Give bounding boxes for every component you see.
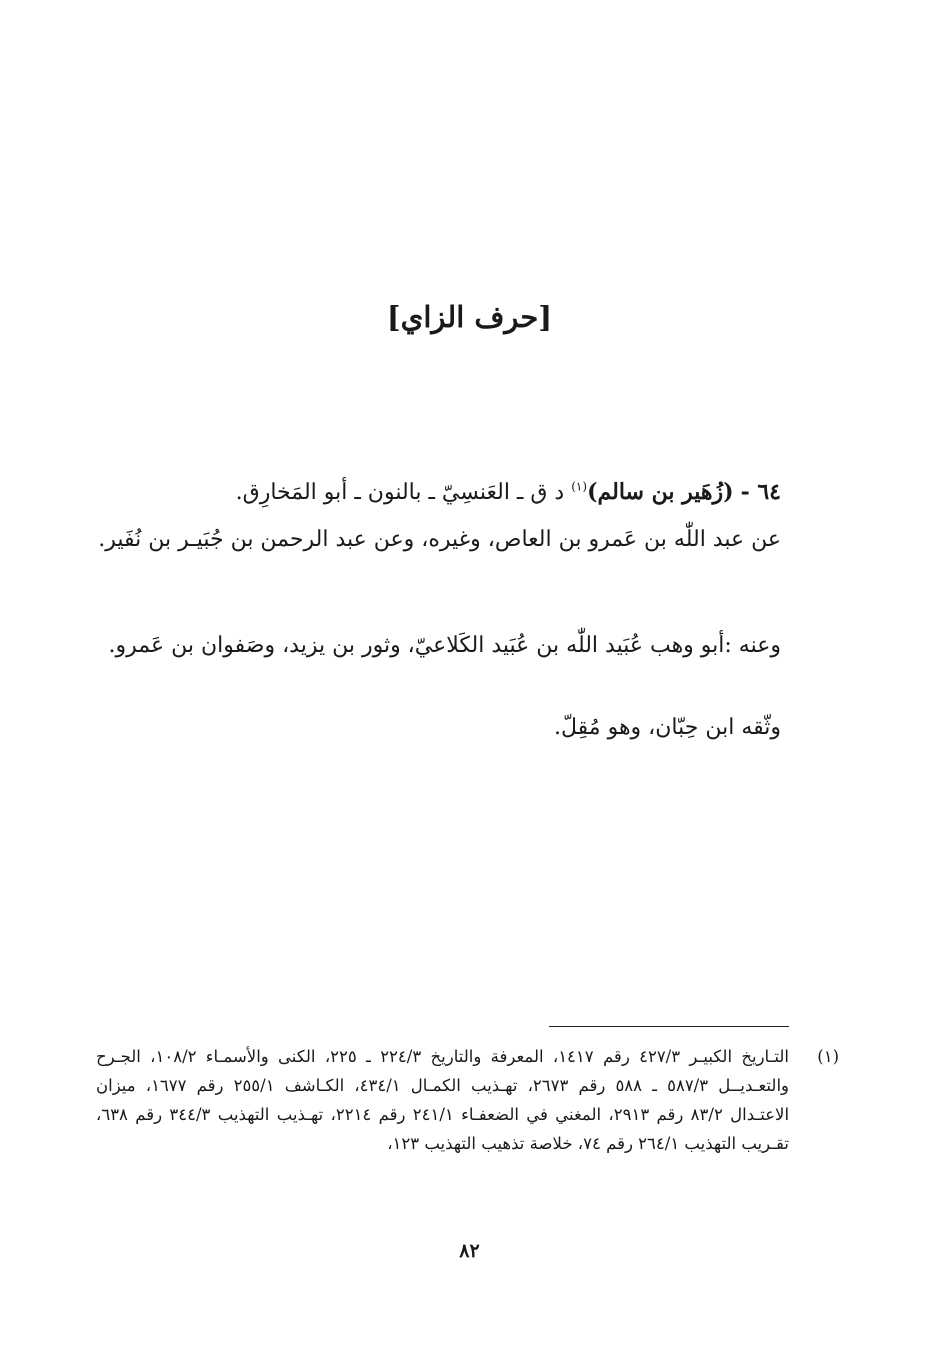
entry-name: (زُهَير بن سالم) bbox=[587, 479, 734, 505]
page-number: ٨٢ bbox=[459, 1240, 480, 1262]
footnote bbox=[96, 1042, 839, 1158]
entry-teachers-paragraph: عن عبد اللّٰه بن عَمرو بن العاص، وغيره، وعن عبد الرحمن بن جُبَيـر بن نُفَير. bbox=[98, 527, 781, 552]
entry-students-paragraph: وعنه :أبو وهب عُبَيد اللّٰه بن عُبَيد الكَلاعيّ، وثور بن يزيد، وصَفوان بن عَمرو. bbox=[108, 633, 781, 658]
entry-heading-line bbox=[96, 470, 781, 515]
section-heading: [حرف الزاي] bbox=[386, 300, 553, 334]
footnote-marker: (١) bbox=[817, 1047, 839, 1066]
entry-head-rest: د ق ـ العَنسِيّ ـ بالنون ـ أبو المَخارِق. bbox=[235, 480, 572, 505]
entry-number: ٦٤ - bbox=[740, 479, 781, 505]
footnote-divider bbox=[549, 1026, 789, 1027]
footnote-text: التـاريخ الكبيـر ٤٢٧/٣ رقم ١٤١٧، المعرفة والتاريخ ٢٢٤/٣ ـ ٢٢٥، الكنى والأسمـاء ١٠٨/٢، الجـرح والتعـديــل ٥٨٧/٣ ـ ٥٨٨ رقم ٢٦٧٣، تهـذيب الكمـال ٤٣٤/١، الكـاشف ٢٥٥/١ رقم ١٦٧٧، ميزان الاعتـدال ٨٣/٢ رقم ٢٩١٣، المغني في الضعفـاء ٢٤١/١ رقم ٢٢١٤، تهـذيب التهذيب ٣٤٤/٣ رقم ٦٣٨، تقـريب التهذيب ٢٦٤/١ رقم ٧٤، خلاصة تذهيب التهذيب ١٢٣، bbox=[96, 1047, 790, 1153]
entry-grading-paragraph: وثّقه ابن حِبّان، وهو مُقِلّ. bbox=[554, 715, 781, 740]
footnote-reference[interactable]: (١) bbox=[571, 479, 588, 494]
